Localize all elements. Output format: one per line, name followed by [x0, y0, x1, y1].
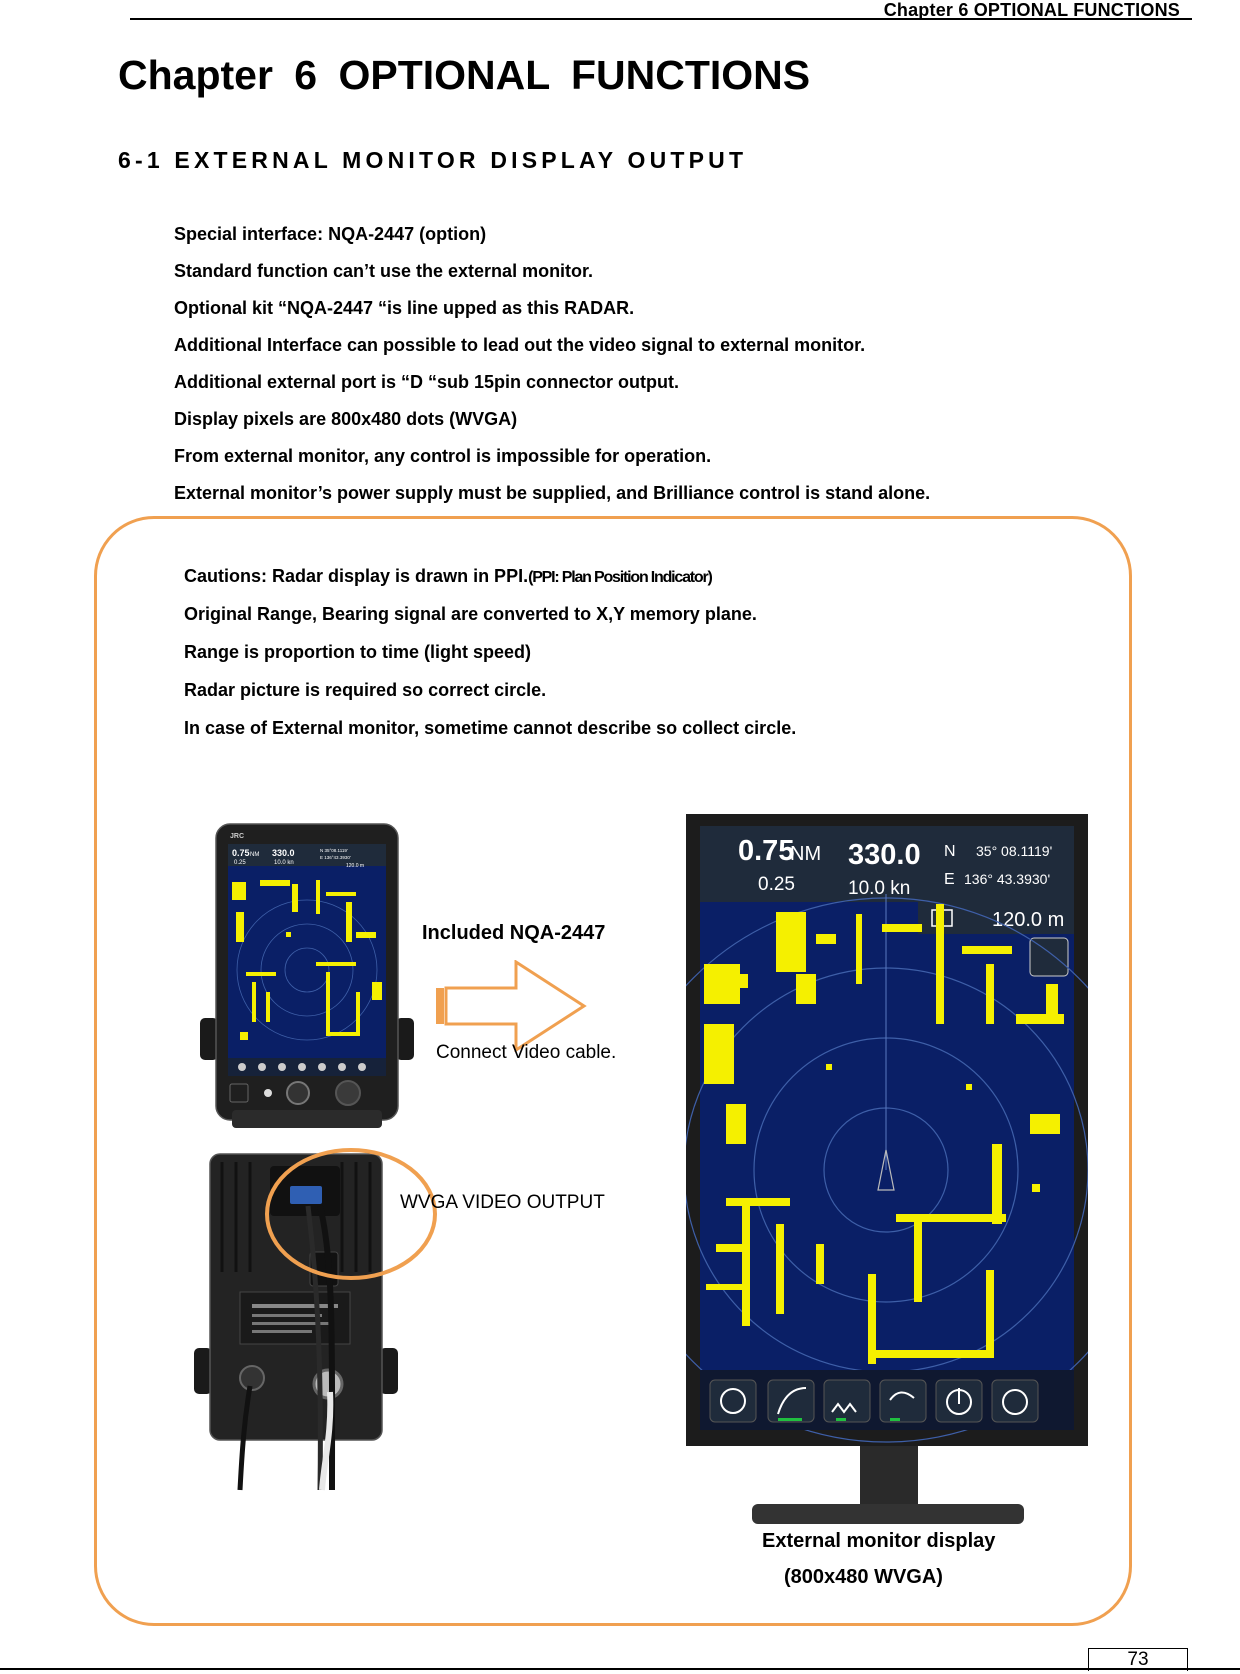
monitor-lon-prefix: E [944, 871, 955, 888]
caution-line: Range is proportion to time (light speed) [184, 642, 532, 662]
caution-line [184, 564, 796, 602]
caution-line: Original Range, Bearing signal are converted to X,Y memory plane. [184, 604, 757, 624]
toolbar-gain-icon [768, 1380, 814, 1422]
intro-line: Display pixels are 800x480 dots (WVGA) [174, 409, 518, 429]
intro-line: Optional kit “NQA-2447 “is line upped as this RADAR. [174, 298, 635, 318]
monitor-speed-text: 10.0 kn [848, 878, 911, 899]
monitor-caption-line-1: External monitor display [762, 1530, 996, 1552]
small-range-text: 0.75 [232, 848, 250, 858]
connect-arrow-icon [432, 960, 592, 1052]
toolbar-sea-clutter-icon [824, 1380, 870, 1422]
intro-line: External monitor’s power supply must be supplied, and Brilliance control is stand alone. [174, 483, 931, 503]
caution-line: Radar picture is required so correct circle. [184, 680, 547, 700]
wvga-label: WVGA VIDEO OUTPUT [400, 1192, 605, 1213]
monitor-heading-text: 330.0 [848, 839, 921, 871]
toolbar-radar-icon [710, 1380, 756, 1422]
connect-label: Connect Video cable. [436, 1042, 617, 1063]
man-overboard-icon [1030, 938, 1068, 976]
monitor-lat-text: 35° 08.1119' [976, 843, 1053, 859]
intro-line: Standard function can’t use the external monitor. [174, 261, 594, 281]
monitor-range-text: 0.75 [738, 835, 795, 867]
toolbar-power-icon [992, 1380, 1038, 1422]
intro-line: Additional Interface can possible to lead out the video signal to external monitor. [174, 335, 866, 355]
small-ring-text: 0.25 [234, 860, 246, 866]
running-head: Chapter 6 OPTIONAL FUNCTIONS [883, 0, 1180, 20]
section-title: 6-1 EXTERNAL MONITOR DISPLAY OUTPUT [118, 147, 748, 173]
small-lat-text: N 35°08.1119' [320, 848, 348, 853]
monitor-caption-line-2: (800x480 WVGA) [784, 1566, 943, 1588]
page-number: 73 [1088, 1648, 1188, 1671]
monitor-lat-prefix: N [944, 843, 956, 860]
small-depth-text: 120.0 m [346, 863, 365, 869]
footer-rule [0, 1668, 1240, 1670]
small-speed-text: 10.0 kn [274, 860, 294, 866]
monitor-ring-text: 0.25 [758, 874, 795, 895]
monitor-range-unit-text: NM [790, 843, 822, 865]
monitor-depth-text: 120.0 m [992, 909, 1065, 931]
radar-front-unit-illustration [196, 822, 418, 1132]
intro-line: Additional external port is “D “sub 15pin connector output. [174, 372, 680, 392]
ppi-note: (PPI: Plan Position Indicator) [528, 569, 712, 586]
small-heading-text: 330.0 [272, 848, 295, 858]
connector-highlight-ellipse [262, 1144, 440, 1284]
caution-line: In case of External monitor, sometime cannot describe so collect circle. [184, 718, 797, 738]
radar-brand-text: JRC [230, 833, 245, 840]
header-rule [130, 18, 1192, 20]
chapter-title: Chapter 6 OPTIONAL FUNCTIONS [118, 52, 811, 98]
caution-heading: Cautions: Radar display is drawn in PPI. [184, 566, 529, 586]
toolbar-rain-clutter-icon [880, 1380, 926, 1422]
included-label: Included NQA-2447 [422, 922, 606, 944]
monitor-lon-text: 136° 43.3930' [964, 871, 1051, 887]
cautions-list [184, 564, 796, 754]
small-lon-text: E 136°43.3930' [320, 855, 351, 860]
intro-line: Special interface: NQA-2447 (option) [174, 224, 487, 244]
intro-list [174, 222, 930, 518]
intro-line: From external monitor, any control is impossible for operation. [174, 446, 712, 466]
small-range-unit-text: NM [250, 852, 260, 858]
external-monitor-illustration [686, 814, 1088, 1526]
